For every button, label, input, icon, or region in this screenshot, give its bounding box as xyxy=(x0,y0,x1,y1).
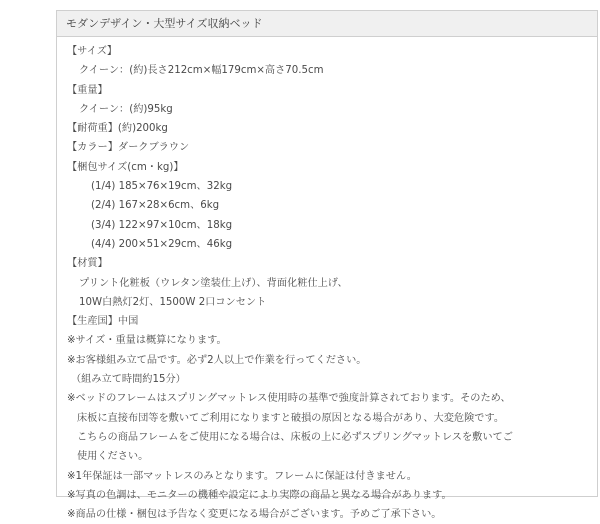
note-line: ※サイズ・重量は概算になります。 xyxy=(67,335,227,347)
spec-line: クイーン：(約)95kg xyxy=(79,103,173,115)
spec-line: 【材質】 xyxy=(67,258,108,270)
spec-panel xyxy=(56,10,598,521)
note-line: ※1年保証は一部マットレスのみとなります。フレームに保証は付きません。 xyxy=(67,470,417,482)
spec-line: (4/4) 200×51×29cm、46kg xyxy=(91,238,233,250)
note-line: （組み立て時間約15分） xyxy=(71,374,186,386)
spec-line: 【カラー】ダークブラウン xyxy=(67,142,190,154)
note-line: こちらの商品フレームをご使用になる場合は、床板の上に必ずスプリングマットレスを敷いてご xyxy=(77,431,513,443)
spec-line: (3/4) 122×97×10cm、18kg xyxy=(91,219,233,231)
panel-title: モダンデザイン・大型サイズ収納ベッド xyxy=(57,11,597,37)
spec-line: 【生産国】中国 xyxy=(67,316,139,328)
note-line: ※商品の仕様・梱包は予告なく変更になる場合がございます。予めご了承下さい。 xyxy=(67,509,442,521)
note-line: ※写真の色調は、モニターの機種や設定により実際の商品と異なる場合があります。 xyxy=(67,489,452,501)
spec-line: クイーン：(約)長さ212cm×幅179cm×高さ70.5cm xyxy=(79,65,324,77)
note-line: ※ベッドのフレームはスプリングマットレス使用時の基準で強度計算されております。そのため、 xyxy=(67,393,511,405)
spec-line: 【重量】 xyxy=(67,84,108,96)
spec-body xyxy=(57,37,597,524)
spec-line: 【耐荷重】(約)200kg xyxy=(67,123,168,135)
note-line: 使用ください。 xyxy=(77,451,149,463)
spec-line: 10W白熱灯2灯、1500W 2口コンセント xyxy=(79,296,267,308)
spec-line: 【サイズ】 xyxy=(67,46,118,57)
note-line: 床板に直接布団等を敷いてご利用になりますと破損の原因となる場合があり、大変危険です。 xyxy=(77,412,505,424)
spec-line: (2/4) 167×28×6cm、6kg xyxy=(91,200,220,212)
spec-line: (1/4) 185×76×19cm、32kg xyxy=(91,181,233,193)
spec-line: 【梱包サイズ(cm・kg)】 xyxy=(67,161,184,173)
note-line: ※お客様組み立て品です。必ず2人以上で作業を行ってください。 xyxy=(67,354,367,366)
spec-line: プリント化粧板（ウレタン塗装仕上げ）、背面化粧仕上げ、 xyxy=(79,277,348,289)
